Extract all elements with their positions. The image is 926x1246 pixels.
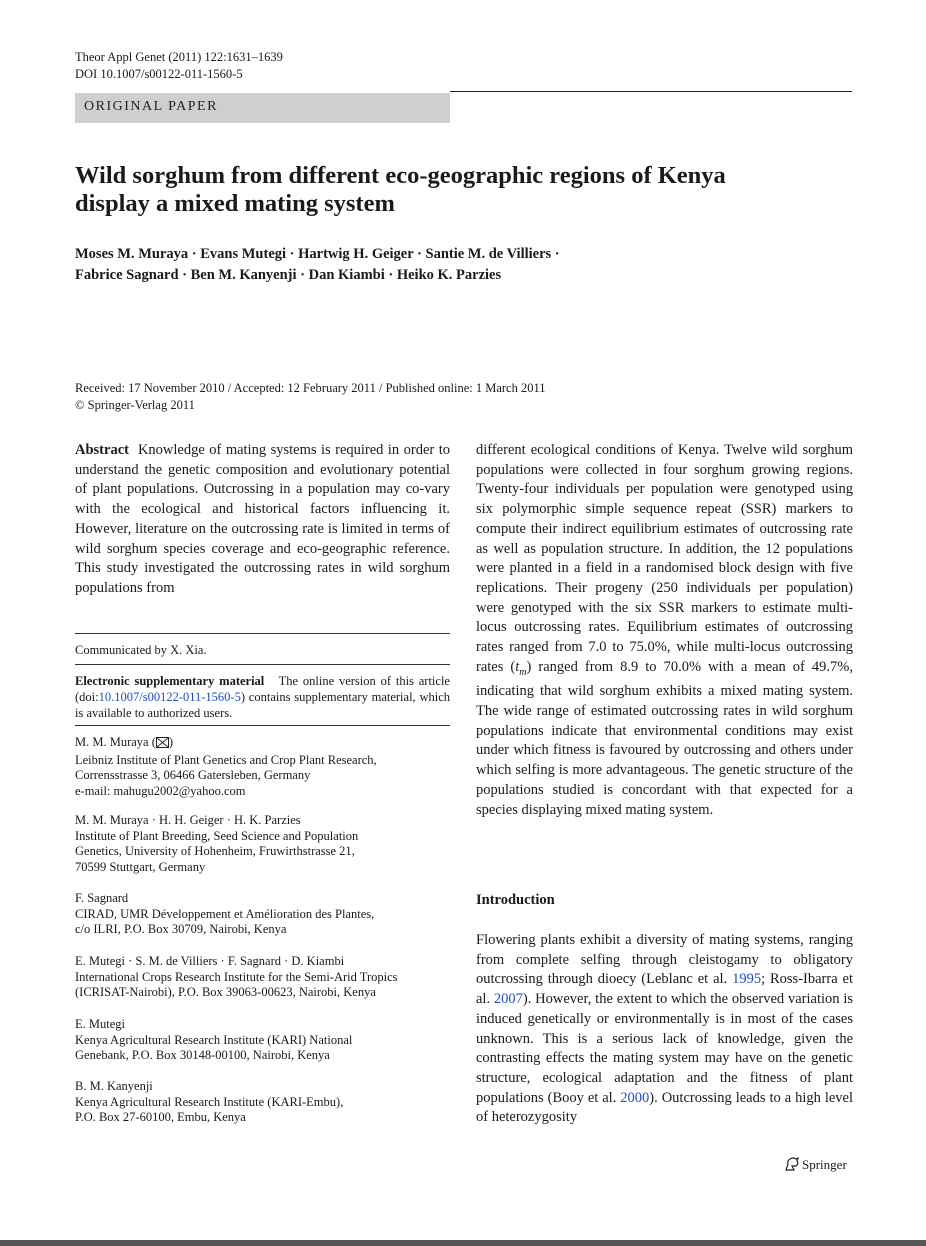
affiliation-name: M. M. Muraya ( ) bbox=[75, 735, 450, 753]
affiliation-name: M. M. Muraya · H. H. Geiger · H. K. Parzies bbox=[75, 813, 301, 827]
bottom-bar bbox=[0, 1240, 926, 1246]
esm-note bbox=[75, 673, 450, 721]
abstract-right bbox=[476, 441, 853, 820]
publisher-name: Springer bbox=[802, 1157, 847, 1172]
affiliation-1 bbox=[75, 735, 450, 800]
communicated-by: Communicated by X. Xia. bbox=[75, 643, 207, 657]
author-list bbox=[75, 244, 795, 286]
affiliation-line: Kenya Agricultural Research Institute (KARI-Embu), bbox=[75, 1094, 344, 1109]
affiliation-line: Institute of Plant Breeding, Seed Science and Population bbox=[75, 828, 359, 843]
affiliation-5 bbox=[75, 1017, 450, 1064]
affiliation-line: 70599 Stuttgart, Germany bbox=[75, 860, 206, 875]
title-line-2: display a mixed mating system bbox=[75, 190, 395, 217]
journal-citation: Theor Appl Genet (2011) 122:1631–1639 bbox=[75, 50, 283, 64]
affiliation-6 bbox=[75, 1079, 450, 1126]
publication-dates bbox=[75, 380, 546, 414]
footnote-rule-2 bbox=[75, 664, 450, 665]
authors-line-2: Fabrice Sagnard · Ben M. Kanyenji · Dan Kiambi · Heiko K. Parzies bbox=[75, 267, 502, 283]
affiliation-line: P.O. Box 27-60100, Embu, Kenya bbox=[75, 1110, 246, 1125]
introduction-heading: Introduction bbox=[476, 892, 555, 908]
affiliation-name: E. Mutegi · S. M. de Villiers · F. Sagnard · D. Kiambi bbox=[75, 954, 345, 968]
header-rule bbox=[450, 91, 852, 92]
envelope-icon bbox=[156, 737, 169, 753]
article-type-label: ORIGINAL PAPER bbox=[84, 99, 218, 114]
journal-header bbox=[75, 49, 283, 83]
affiliation-line: Genetics, University of Hohenheim, Fruwirthstrasse 21, bbox=[75, 844, 355, 859]
affiliation-name: E. Mutegi bbox=[75, 1017, 125, 1031]
introduction-paragraph: Flowering plants exhibit a diversity of mating systems, ranging from complete selfing through cleistogamy to obligatory outcrossing through dioecy (Leblanc et al. 1995; Ross-Ibarra et al. 2007). However, the extent to which the observed variation is induced genetically or environmentally is in most of the cases unknown. This is a serious lack of knowledge, given the contrasting effects the mating system may have on the genetic structure, ecological adaptation and the fitness of plant populations (Booy et al. 2000). Outcrossing leads to a high level of heterozygosity bbox=[476, 932, 853, 1126]
abstract-text-right-2: ) ranged from 8.9 to 70.0% with a mean of 49.7%, indicating that wild sorghum exhibits a mixed mating system. The wide range of estimated outcrossing rates in wild sorghum populations indicate that environmental conditions may exist under which fitness is favoured by outcrossing and others under which selfing is more advantageous. The genetic structure of the populations studied is concordant with that expected for a species displaying mixed mating system. bbox=[476, 658, 854, 818]
footnote-rule-3 bbox=[75, 725, 450, 726]
springer-horse-icon bbox=[784, 1157, 800, 1175]
affiliation-name: B. M. Kanyenji bbox=[75, 1079, 153, 1093]
copyright-line: © Springer-Verlag 2011 bbox=[75, 398, 195, 412]
title-line-1: Wild sorghum from different eco-geographic regions of Kenya bbox=[75, 162, 726, 189]
footnote-rule bbox=[75, 633, 450, 634]
abstract-text-right-1: different ecological conditions of Kenya. Twelve wild sorghum populations were collected in four sorghum growing regions. Twenty-four individuals per population were genotyped using six polymorphic simple sequence repeat (SSR) markers to compute their indirect equilibrium estimates of outcrossing rate as well as population structure. In addition, the 12 populations were planted in a field in a randomised block design with five replications. Their progeny (250 individuals per population) were genotyped with the six SSR markers to estimate multi-locus outcrossing rates. Equilibrium estimates of outcrossing rates ranged from 7.0 to 75.0%, while multi-locus outcrossing rates ( bbox=[476, 442, 853, 675]
paper-title bbox=[75, 162, 815, 218]
affiliation-2 bbox=[75, 813, 450, 876]
abstract-text-left: Knowledge of mating systems is required in order to understand the genetic composition and evolutionary potential of plant populations. Outcrossing in a population may co-vary with the ecological and historical factors influencing it. However, literature on the outcrossing rate is limited in terms of wild sorghum species coverage and eco-geographic reference. This study investigated the outcrossing rates in wild sorghum populations from bbox=[75, 442, 451, 596]
citation-link[interactable]: 1995 bbox=[732, 971, 762, 988]
esm-text-2: ) contains supplementary material, which is available to authorized users. bbox=[75, 690, 450, 720]
affiliation-line: Corrensstrasse 3, 06466 Gatersleben, Germany bbox=[75, 768, 311, 783]
citation-link[interactable]: 2007 bbox=[493, 991, 523, 1008]
affiliation-3 bbox=[75, 891, 450, 938]
doi: DOI 10.1007/s00122-011-1560-5 bbox=[75, 67, 243, 81]
abstract-left bbox=[75, 441, 450, 599]
received-line: Received: 17 November 2010 / Accepted: 12 February 2011 / Published online: 1 March 2011 bbox=[75, 381, 546, 395]
authors-line-1: Moses M. Muraya · Evans Mutegi · Hartwig H. Geiger · Santie M. de Villiers · bbox=[75, 246, 560, 262]
article-type-badge bbox=[75, 93, 450, 123]
abstract-label: Abstract bbox=[75, 442, 129, 458]
affiliation-line: Genebank, P.O. Box 30148-00100, Nairobi, Kenya bbox=[75, 1048, 330, 1063]
publisher-logo bbox=[784, 1157, 847, 1175]
affiliation-line: c/o ILRI, P.O. Box 30709, Nairobi, Kenya bbox=[75, 922, 287, 937]
esm-text-1: The online version of this article (doi: bbox=[75, 674, 450, 704]
citation-link[interactable]: 2000 bbox=[620, 1089, 650, 1106]
affiliation-line: International Crops Research Institute for the Semi-Arid Tropics bbox=[75, 969, 398, 984]
affiliation-name: F. Sagnard bbox=[75, 891, 129, 905]
affiliation-line: Kenya Agricultural Research Institute (KARI) National bbox=[75, 1032, 353, 1047]
tm-symbol: $t_m$ bbox=[515, 658, 527, 678]
esm-doi-link[interactable]: 10.1007/s00122-011-1560-5 bbox=[98, 690, 241, 704]
affiliation-email[interactable]: e-mail: mahugu2002@yahoo.com bbox=[75, 784, 246, 799]
affiliation-line: Leibniz Institute of Plant Genetics and Crop Plant Research, bbox=[75, 752, 377, 767]
affiliation-line: CIRAD, UMR Développement et Amélioration des Plantes, bbox=[75, 906, 375, 921]
affiliation-4 bbox=[75, 954, 450, 1001]
affiliation-line: (ICRISAT-Nairobi), P.O. Box 39063-00623, Nairobi, Kenya bbox=[75, 985, 376, 1000]
esm-label: Electronic supplementary material bbox=[75, 674, 265, 688]
